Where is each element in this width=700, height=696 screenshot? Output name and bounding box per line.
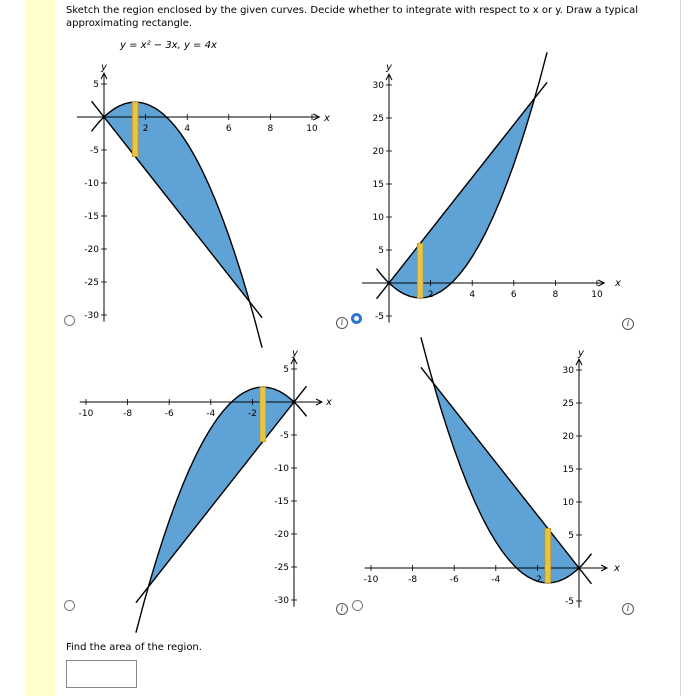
area-answer-input[interactable] <box>66 660 137 688</box>
y-tick-label: -25 <box>274 563 289 573</box>
enclosed-region <box>389 98 535 298</box>
y-tick-label: 20 <box>562 432 574 442</box>
y-tick-label: -20 <box>84 245 99 255</box>
y-axis-label: y <box>578 348 584 359</box>
y-tick-label: 5 <box>378 246 384 256</box>
x-tick-label: 10 <box>591 290 603 300</box>
radio-option-2[interactable] <box>351 313 362 324</box>
y-tick-label: -5 <box>375 312 384 322</box>
x-tick-label: 4 <box>469 290 476 300</box>
info-icon[interactable]: i <box>622 603 634 615</box>
x-tick-label: 10 <box>306 124 318 134</box>
x-tick-label: 2 <box>427 290 434 300</box>
problem-equation: y = x² − 3x, y = 4x <box>120 40 217 51</box>
y-axis-label: y <box>292 348 298 359</box>
approximating-rectangle <box>417 243 423 297</box>
x-tick-label: 6 <box>510 290 517 300</box>
graph-option-1 <box>77 62 330 348</box>
x-tick-label: -10 <box>78 409 94 419</box>
x-tick-label: -8 <box>123 409 133 419</box>
y-tick-label: 15 <box>562 465 574 475</box>
area-question: Find the area of the region. <box>66 642 202 653</box>
y-tick-label: -30 <box>84 311 99 321</box>
radio-option-1[interactable] <box>64 315 75 326</box>
approximating-rectangle <box>545 528 551 582</box>
y-tick-label: -10 <box>274 464 289 474</box>
x-tick-label: -4 <box>491 575 501 585</box>
x-tick-label: 2 <box>142 124 149 134</box>
y-tick-label: 5 <box>283 365 289 375</box>
y-tick-label: -10 <box>84 179 99 189</box>
y-tick-label: 15 <box>372 180 384 190</box>
x-tick-label: -10 <box>363 575 379 585</box>
x-tick-label: -2 <box>532 575 542 585</box>
graph-option-2 <box>362 52 621 322</box>
y-axis-label: y <box>386 62 392 73</box>
graph-option-4 <box>364 337 620 607</box>
x-axis-label: x <box>614 563 620 574</box>
y-tick-label: 30 <box>372 81 384 91</box>
enclosed-region <box>433 383 579 583</box>
x-tick-label: -2 <box>247 409 257 419</box>
y-tick-label: -25 <box>84 278 99 288</box>
y-tick-label: -5 <box>90 146 99 156</box>
x-tick-label: 8 <box>552 290 559 300</box>
x-axis-label: x <box>615 278 621 289</box>
info-icon[interactable]: i <box>336 603 348 615</box>
y-tick-label: -15 <box>274 497 289 507</box>
x-axis-label: x <box>324 113 330 124</box>
x-axis-label: x <box>326 397 332 408</box>
y-tick-label: 20 <box>372 147 384 157</box>
y-tick-label: -5 <box>280 431 289 441</box>
y-tick-label: 30 <box>562 366 574 376</box>
x-tick-label: -6 <box>164 409 174 419</box>
y-axis-label: y <box>101 62 107 73</box>
approximating-rectangle <box>260 387 266 441</box>
x-tick-label: -8 <box>408 575 418 585</box>
x-tick-label: 8 <box>267 124 274 134</box>
info-icon[interactable]: i <box>622 318 634 330</box>
radio-option-4[interactable] <box>352 600 363 611</box>
y-tick-label: 5 <box>568 531 574 541</box>
y-tick-label: 5 <box>93 80 99 90</box>
info-icon[interactable]: i <box>336 317 348 329</box>
y-tick-label: 25 <box>372 114 384 124</box>
y-tick-label: 10 <box>562 498 574 508</box>
x-tick-label: 4 <box>184 124 191 134</box>
radio-option-3[interactable] <box>64 600 75 611</box>
graph-option-3 <box>79 348 332 633</box>
y-tick-label: -15 <box>84 212 99 222</box>
y-tick-label: 25 <box>562 399 574 409</box>
problem-instructions: Sketch the region enclosed by the given curves. Decide whether to integrate with respect to x or y. Draw a typical approximating rectangle. <box>66 5 639 29</box>
x-tick-label: -4 <box>206 409 216 419</box>
y-tick-label: -30 <box>274 596 289 606</box>
approximating-rectangle <box>132 102 138 156</box>
y-tick-label: -5 <box>565 597 574 607</box>
x-tick-label: 6 <box>225 124 232 134</box>
y-tick-label: 10 <box>372 213 384 223</box>
y-tick-label: -20 <box>274 530 289 540</box>
x-tick-label: -6 <box>449 575 459 585</box>
